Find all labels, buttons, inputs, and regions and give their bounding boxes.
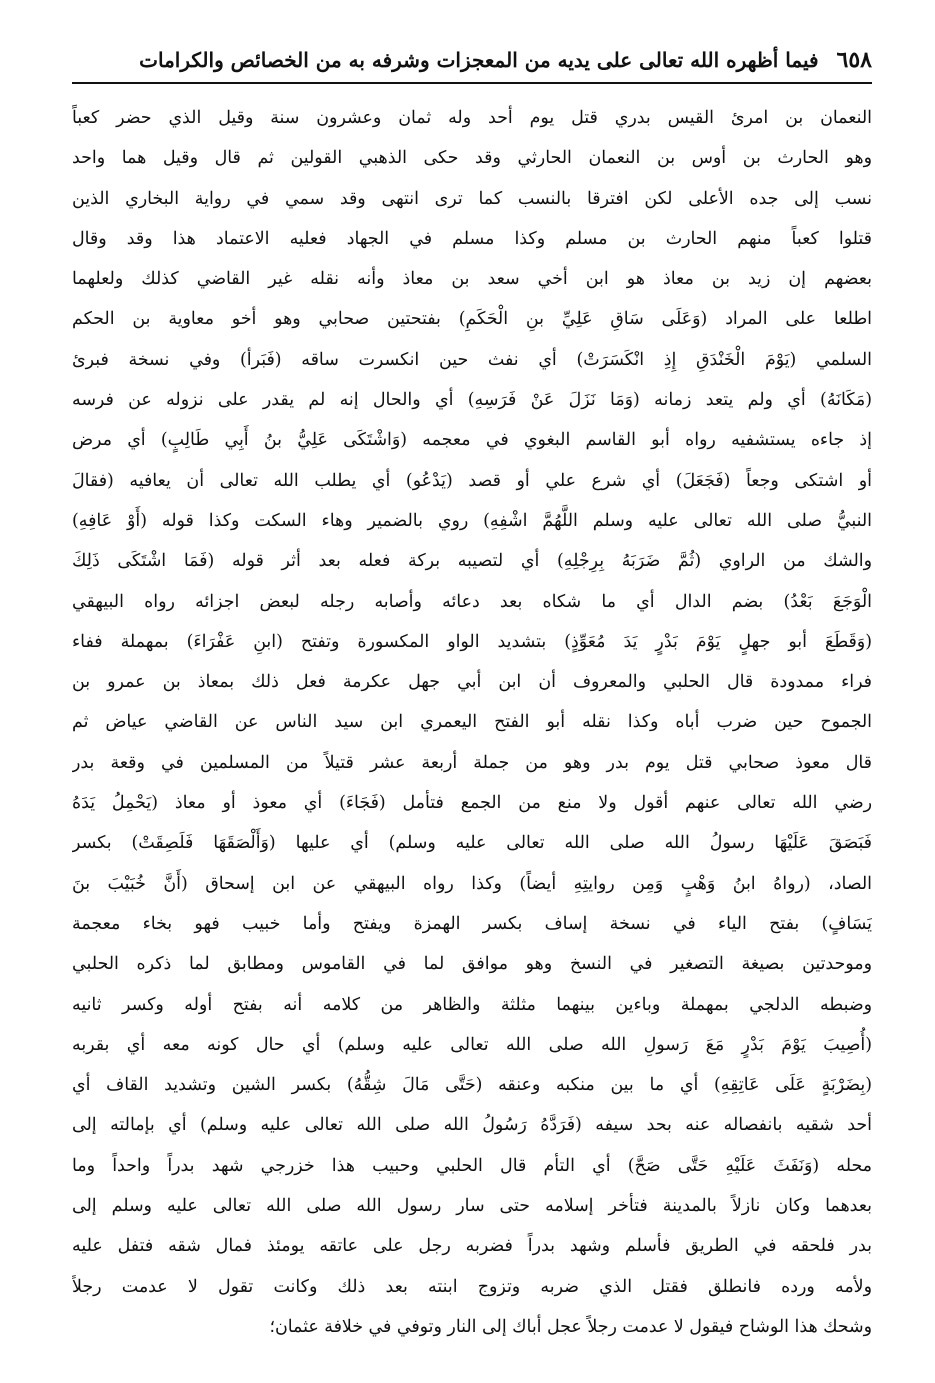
text-line: بعضهم إن زيد بن معاذ هو ابن أخي سعد بن معاذ وأنه نقله غير القاضي كذلك ولعلهما [72, 269, 872, 290]
text-line: (وَقَطَعَ أبو جهلٍ يَوْمَ بَدْرٍ يَدَ مُعَوِّذٍ) بتشديد الواو المكسورة وتفتح (ابنِ عَفْرَاءَ) بمهملة ففاء [72, 631, 872, 652]
text-line: أحد شقيه بانفصاله عنه بحد سيفه (فَرَدَّهُ رَسُولُ الله صلى الله تعالى عليه وسلم) أي بإمالته إلى [72, 1115, 872, 1136]
text-line: الجموح حين ضرب أباه وكذا نقله أبو الفتح اليعمري ابن سيد الناس عن القاضي عياض ثم [72, 712, 872, 733]
running-title: فيما أظهره الله تعالى على يديه من المعجزات وشرفه به من الخصائص والكرامات [139, 48, 819, 72]
text-line: فَبَصَقَ عَلَيْهَا رسولُ الله صلى الله تعالى عليه وسلم) أي عليها (وَأَلْصَقَهَا فَلَصِقَتْ) بكسر [72, 833, 872, 854]
text-line: نسب إلى جده الأعلى لكن افترقا بالنسب كما ترى انتهى وقد سمي في رواية البخاري الذين [72, 188, 872, 209]
text-line: رضي الله تعالى عنهم أقول ولا منع من الجمع فتأمل (فَجَاءَ) أي معوذ أو معاذ (يَحْمِلُ يَدَهُ [72, 793, 872, 814]
text-line: بدر فلحقه في الطريق فأسلم وشهد بدراً فضربه رجل على عاتقه يومئذ فمال شقه فتفل عليه [72, 1236, 872, 1257]
text-line: (مَكَانَهُ) أي ولم يتعد زمانه (وَمَا نَزَلَ عَنْ فَرَسِهِ) أي والحال إنه لم يقدر على نزوله عن فرسه [72, 390, 872, 411]
text-line: وضبطه الدلجي بمهملة وباءين بينهما مثلثة والظاهر من كلامه أنه بفتح أوله وكسر ثانيه [72, 994, 872, 1015]
text-line: إذ جاءه يستشفيه رواه أبو القاسم البغوي في معجمه (وَاشْتَكَى عَلِيُّ بنُ أَبِي طَالِبٍ) أي مرض [72, 430, 872, 451]
text-line: يَسَافٍ) بفتح الياء في نسخة إساف بكسر الهمزة ويفتح وأما خبيب فهو بخاء معجمة [72, 913, 872, 934]
text-line: والشك من الراوي (ثُمَّ ضَرَبَهُ بِرِجْلِهِ) أي لتصيبه بركة فعله بعد أثر قوله (فَمَا اشْتَكَى ذَلِكَ [72, 551, 872, 572]
text-line: فراء ممدودة قال الحلبي والمعروف أن ابن أبي جهل عكرمة فعل ذلك بمعاذ بن عمرو بن [72, 672, 872, 693]
text-line: وهو الحارث بن أوس بن النعمان الحارثي وقد حكى الذهبي القولين ثم قال وقيل هما واحد [72, 148, 872, 169]
text-line: بعدهما وكان نازلاً بالمدينة فتأخر إسلامه حتى سار رسول الله صلى الله تعالى عليه وسلم إلى [72, 1196, 872, 1217]
text-line: ولأمه ورده فانطلق فقتل الذي ضربه وتزوج ابنته بعد ذلك وكانت تقول لا عدمت رجلاً [72, 1276, 872, 1297]
body-text [72, 98, 872, 1360]
page-header [72, 40, 872, 80]
text-line: محله (وَنَفَثَ عَلَيْهِ حَتَّى صَحَّ) أي التأم قال الحلبي وحبيب هذا خزرجي شهد بدراً واحداً وما [72, 1155, 872, 1176]
text-line: أو اشتكى وجعاً (فَجَعَلَ) أي شرع علي أو قصد (يَدْعُو) أي يطلب الله تعالى أن يعافيه (فقالَ [72, 470, 872, 491]
text-line: اطلعا على المراد (وَعَلَى سَاقِ عَلِيِّ بنِ الْحَكَمِ) بفتحتين صحابي وهو أخو معاوية بن الحكم [72, 309, 872, 330]
text-line: وموحدتين بصيغة التصغير في النسخ وهو موافق لما في القاموس ومطابق لما ذكره الحلبي [72, 954, 872, 975]
text-line: النعمان بن امرئ القيس بدري قتل يوم أحد وله ثمان وعشرون سنة وقيل الذي حضر كعباً [72, 108, 872, 128]
text-line: (بِضَرْبَةٍ عَلَى عَاتِقِهِ) أي ما بين منكبه وعنقه (حَتَّى مَالَ شِقُّهُ) بكسر الشين وتشديد القاف أي [72, 1075, 872, 1096]
text-line: النبيُّ صلى الله تعالى عليه وسلم اللَّهُمَّ اشْفِهِ) روي بالضمير وهاء السكت وكذا قوله (أَوْ عَافِهِ) [72, 510, 872, 531]
text-line: وشحك هذا الوشاح فيقول لا عدمت رجلاً عجل أباك إلى النار وتوفي في خلافة عثمان؛ [269, 1316, 872, 1337]
text-line: (أُصِيبَ يَوْمَ بَدْرٍ مَعَ رَسولِ الله صلى الله تعالى عليه وسلم) أي حال كونه معه أي بقربه [72, 1034, 872, 1055]
text-line: قتلوا كعباً منهم الحارث بن مسلم وكذا مسلم في الجهاد فعليه الاعتماد هذا وقد وقال [72, 228, 872, 249]
text-line: قال معوذ صحابي قتل يوم بدر وهو من جملة أربعة عشر قتيلاً من المسلمين في وقعة بدر [72, 752, 872, 773]
header-rule [72, 82, 872, 84]
page-number: ٦٥٨ [836, 47, 872, 73]
text-line: الْوَجَعَ بَعْدُ) بضم الدال أي ما شكاه بعد دعائه وأصابه رجله لبعض اجزائه رواه البيهقي [72, 591, 872, 612]
text-line: الصاد، (رواهُ ابنُ وَهْبٍ وَمِن روايتِهِ أيضاً) وكذا رواه البيهقي عن ابن إسحاق (أَنَّ خُبَيْبَ بنَ [72, 873, 872, 894]
book-page [72, 40, 872, 1360]
text-line: السلمي (يَوْمَ الْخَنْدَقِ إِذِ انْكَسَرَتْ) أي نفث حين انكسرت ساقه (فَبَرأ) وفي نسخة فبرئ [72, 349, 872, 370]
